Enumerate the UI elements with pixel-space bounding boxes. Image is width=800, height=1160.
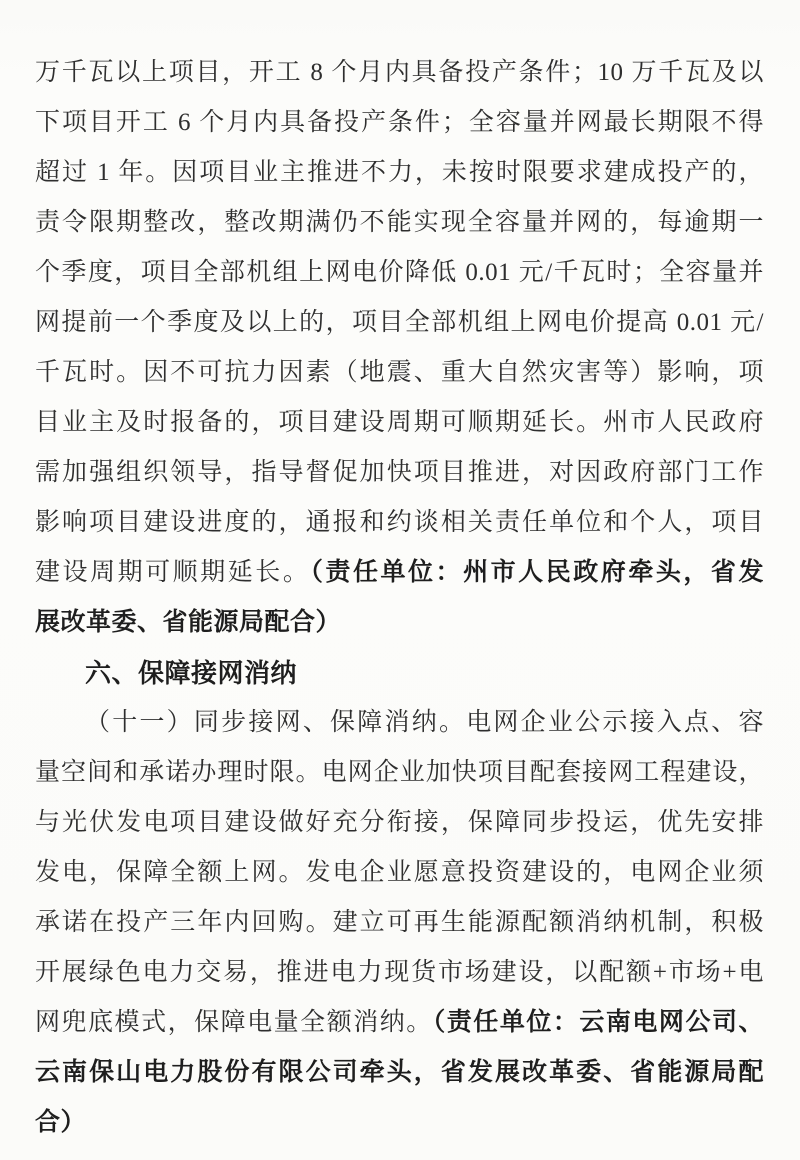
text-run: 承诺在投产三年内回购。建立可再生能源配额消纳机制，积极: [35, 909, 764, 936]
text-run-bold: 展改革委、省能源局配合）: [35, 609, 342, 636]
text-line: [35, 448, 764, 498]
text-run: 万千瓦以上项目，开工 8 个月内具备投产条件；10 万千瓦及以: [35, 59, 764, 86]
text-run: （十一）同步接网、保障消纳。电网企业公示接入点、容: [85, 709, 764, 736]
text-line: [35, 198, 764, 248]
text-line: [35, 48, 764, 98]
text-run-bold: 合）: [35, 1109, 87, 1136]
text-run: 网提前一个季度及以上的，项目全部机组上网电价提高 0.01 元/: [35, 309, 764, 336]
text-line: [35, 1098, 764, 1148]
text-line: [35, 148, 764, 198]
text-run: 网兜底模式，保障电量全额消纳。: [35, 1009, 433, 1036]
text-line: [35, 598, 764, 648]
text-run: 量空间和承诺办理时限。电网企业加快项目配套接网工程建设，: [35, 759, 764, 786]
text-line: [35, 498, 764, 548]
text-run: 个季度，项目全部机组上网电价降低 0.01 元/千瓦时；全容量并: [35, 259, 764, 286]
text-line: [35, 98, 764, 148]
section-heading: [35, 648, 764, 698]
text-line: [35, 548, 764, 598]
text-run: 开展绿色电力交易，推进电力现货市场建设，以配额+市场+电: [35, 959, 764, 986]
text-line: [35, 748, 764, 798]
text-line: [35, 348, 764, 398]
text-run: 与光伏发电项目建设做好充分衔接，保障同步投运，优先安排: [35, 809, 764, 836]
text-line: [35, 848, 764, 898]
text-run: 影响项目建设进度的，通报和约谈相关责任单位和个人，项目: [35, 509, 764, 536]
text-run-bold: 六、保障接网消纳: [85, 658, 298, 688]
text-line: [35, 898, 764, 948]
text-run: 超过 1 年。因项目业主推进不力，未按时限要求建成投产的，: [35, 159, 764, 186]
text-run: 责令限期整改，整改期满仍不能实现全容量并网的，每逾期一: [35, 209, 764, 236]
text-run-bold: （责任单位：云南电网公司、: [432, 1009, 764, 1036]
text-line: [35, 298, 764, 348]
text-line: [35, 248, 764, 298]
text-run: 目业主及时报备的，项目建设周期可顺期延长。州市人民政府: [35, 409, 764, 436]
text-line: [35, 698, 764, 748]
text-line: [35, 798, 764, 848]
text-run-bold: （责任单位：州市人民政府牵头，省发: [310, 559, 764, 586]
text-run-bold: 云南保山电力股份有限公司牵头，省发展改革委、省能源局配: [35, 1059, 764, 1086]
document-body: [35, 48, 764, 1148]
text-run: 发电，保障全额上网。发电企业愿意投资建设的，电网企业须: [35, 859, 764, 886]
text-run: 建设周期可顺期延长。: [35, 559, 311, 586]
text-line: [35, 1048, 764, 1098]
text-line: [35, 998, 764, 1048]
text-line: [35, 948, 764, 998]
text-run: 需加强组织领导，指导督促加快项目推进，对因政府部门工作: [35, 459, 764, 486]
text-line: [35, 398, 764, 448]
text-run: 千瓦时。因不可抗力因素（地震、重大自然灾害等）影响，项: [35, 359, 764, 386]
text-run: 下项目开工 6 个月内具备投产条件；全容量并网最长期限不得: [35, 109, 764, 136]
